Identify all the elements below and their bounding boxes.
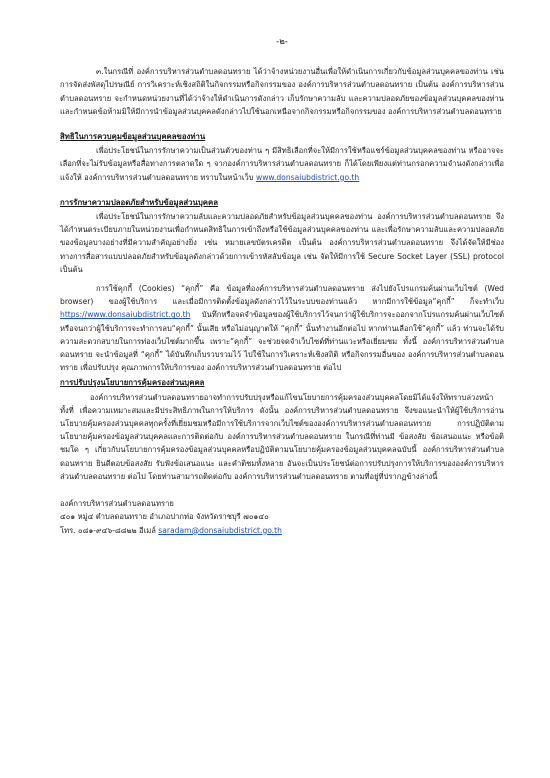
contact-address: ๔๐๑ หมู่๔ ตำบลดอนทราย อำเภอปากท่อ จังหวัดราชบุรี ๗๐๑๔๐ bbox=[60, 512, 269, 522]
policy-heading: การปรับปรุงนโยบายการคุ้มครองส่วนบุคคล bbox=[60, 378, 205, 388]
contact-org: องค์การบริหารส่วนตำบลดอนทราย bbox=[60, 499, 174, 509]
cookies-text-a: การใช้คุกกี้ (Cookies) “คุกกี้” คือ ข้อมูลที่องค์การบริหารส่วนตำบลดอนทราย ส่งไปยังโปรแกรมค้นผ่านเว็บไซต์ (Wed browser) ของผู้ใช้บริการ และเมื่อมีการติดตั้งข้อมูลดังกล่าวไว้ในระบบของท่านแล้ว หากมีการใช้ข้อมูล“คุกกี้” ก็จะทำเว็บ bbox=[60, 284, 504, 307]
contact-block bbox=[60, 497, 504, 537]
contact-email-link[interactable]: saradam@donsaiubdistrict.go.th bbox=[158, 525, 282, 535]
rights-heading: สิทธิในการควบคุมข้อมูลส่วนบุคคลของท่าน bbox=[60, 132, 206, 142]
page-number: -๒- bbox=[276, 37, 288, 47]
website-link[interactable]: www.donsaiubdistrict.go.th bbox=[256, 172, 360, 182]
intro-paragraph: ๓.ในกรณีที่ องค์การบริหารส่วนตำบลดอนทราย ได้ว่าจ้างหน่วยงานอื่นเพื่อให้ดำเนินการเกี่ยวกับข้อมูลส่วนบุคคลของท่าน เช่น การจัดส่งพัสดุไปรษณีย์ การวิเคราะห์เชิงสถิติในกิจกรรมหรือกิจกรรมของ องค์การบริหารส่วนตำบลดอนทราย เป็นต้น องค์การบริหารส่วนตำบลดอนทราย จะกำหนดหน่วยงานที่ได้ว่าจ้างให้ดำเนินการดังกล่าว เก็บรักษาความลับ และความปลอดภัยของข้อมูลส่วนบุคคลของท่าน และกำหนดข้อห้ามมิให้มีการนำข้อมูลส่วนบุคคลดังกล่าวไปใช้นอกเหนือจากกิจกรรมหรือกิจกรรมของ องค์การบริหารส่วนตำบลดอนทราย bbox=[60, 67, 504, 116]
cookies-text-b: บันทึกหรือจดจำข้อมูลของผู้ใช้บริการไว้จนกว่าผู้ใช้บริการจะออกจากโปรแกรมค้นผ่านเว็บไซต์ หรือจนกว่าผู้ใช้บริการจะทำการลบ“คุกกี้” นั้นเสีย หรือไม่อนุญาตให้ “คุกกี้” นั้นทำงานอีกต่อไป หากท่านเลือกใช้“คุกกี้” แล้ว ท่านจะได้รับความสะดวกสบายในการท่องเว็บไซต์มากขึ้น เพราะ“คุกกี้” จะช่วยจดจำเว็บไซต์ที่ท่านแวะหรือเยี่ยมชม ทั้งนี้ องค์การบริหารส่วนตำบลดอนทราย จะนำข้อมูลที่ “คุกกี้” ได้บันทึกเก็บรวบรวมไว้ ไปใช้ในการวิเคราะห์เชิงสถิติ หรือกิจกรรมอื่นของ องค์การบริหารส่วนตำบลดอนทราย เพื่อปรับปรุง คุณภาพการให้บริการของ องค์การบริหารส่วนตำบลดอนทราย ต่อไป bbox=[60, 310, 504, 373]
policy-paragraph: องค์การบริหารส่วนตำบลดอนทรายอาจทำการปรับปรุงหรือแก้ไขนโยบายการคุ้มครองส่วนบุคคลโดยมิได้แจ้งให้ทราบล่วงหน้า ทั้งที่ เพื่อความเหมาะสมและมีประสิทธิภาพในการให้บริการ ดังนั้น องค์การบริหารส่วนตำบลดอนทราย จึงขอแนะนำให้ผู้ใช้บริการอ่านนโยบายคุ้มครองส่วนบุคคลทุกครั้งที่เยี่ยมชมหรือมีการใช้บริการจากเว็บไซต์ขององค์การบริหารส่วนตำบลดอนทราย การปฏิบัติตามนโยบายคุ้มครองข้อมูลส่วนบุคคลและการติดต่อกับ องค์การบริหารส่วนตำบลดอนทราย ในกรณีที่ท่านมี ข้อสงสัย ข้อเสนอแนะ หรือข้อติชมใด ๆ เกี่ยวกับนโยบายการคุ้มครองข้อมูลส่วนบุคคลหรือปฏิบัติตามนโยบายคุ้มครองข้อมูลส่วนบุคคลฉบับนี้ องค์การบริหารส่วนตำบลดอนทราย ยินดีตอบข้อสงสัย รับฟังข้อเสนอแนะ และคำติชมทั้งหลาย อันจะเป็นประโยชน์ต่อการปรับปรุงการให้บริการขององค์การบริหารส่วนตำบลดอนทราย ต่อไป โดยท่านสามารถติดต่อกับ องค์การบริหารส่วนตำบลดอนทราย ตามที่อยู่ที่ปรากฏข้างล่างนี้ bbox=[60, 392, 504, 481]
security-heading: การรักษาความปลอดภัยสำหรับข้อมูลส่วนบุคคล bbox=[60, 197, 218, 207]
rights-paragraph bbox=[60, 144, 504, 184]
rights-text: เพื่อประโยชน์ในการรักษาความเป็นส่วนตัวของท่าน ๆ มีสิทธิเลือกที่จะให้มีการใช้หรือแชร์ข้อมูลส่วนบุคคลของท่าน หรืออาจจะเลือกที่จะไม่รับข้อมูลหรือสื่อทางการตลาดใด ๆ จากองค์การบริหารส่วนตำบลดอนทราย ก็ได้โดยเพียงแต่ท่านกรอกความจำนงดังกล่าวเพื่อแจ้งให้ องค์การบริหารส่วนตำบลดอนทราย ทราบในหน้าเว็บ bbox=[60, 146, 504, 182]
cookies-website-link[interactable]: https://www.donsaiubdistrict.go.th bbox=[60, 310, 191, 320]
contact-phone-email bbox=[60, 524, 504, 537]
contact-phone: โทร. ๐๘๑-๙๔๖-๘๘๒๒ อีเมล์ bbox=[60, 525, 156, 535]
cookies-paragraph bbox=[60, 282, 504, 374]
security-paragraph: เพื่อประโยชน์ในการรักษาความลับและความปลอดภัยสำหรับข้อมูลส่วนบุคคลของท่าน องค์การบริหารส่วนตำบลดอนทราย จึงได้กำหนดระเบียบภายในหน่วยงานเพื่อกำหนดสิทธิในการเข้าถึงหรือใช้ข้อมูลส่วนบุคคลของท่าน และเพื่อรักษาความลับและความปลอดภัยของข้อมูลบางอย่างที่มีความสำคัญอย่างยิ่ง เช่น หมายเลขบัตรเครดิต เป็นต้น องค์การบริหารส่วนตำบลดอนทราย จึงได้จัดให้มีช่องทางการสื่อสารแบบปลอดภัยสำหรับข้อมูลดังกล่าวด้วยการเข้ารหัสลับข้อมูล เช่น จัดให้มีการใช้ Secure Socket Layer (SSL) protocol เป็นต้น bbox=[60, 212, 504, 274]
